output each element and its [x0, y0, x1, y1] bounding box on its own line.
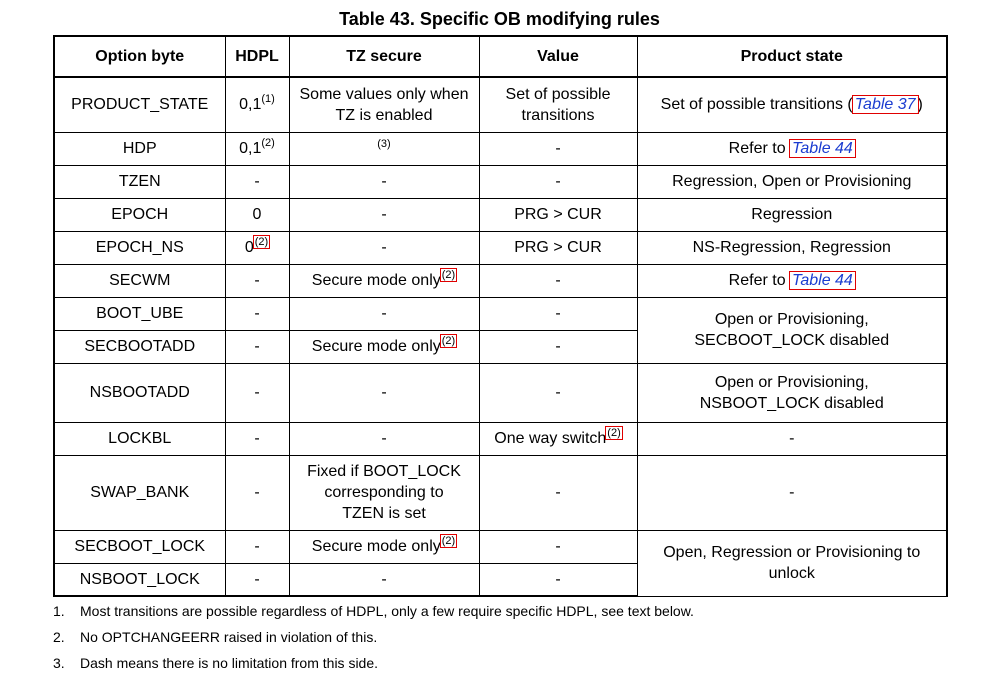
- cell-tz: -: [289, 297, 479, 330]
- cell-tz: -: [289, 363, 479, 422]
- cell-hdpl: -: [225, 563, 289, 596]
- cell-value: PRG > CUR: [479, 198, 637, 231]
- cell-hdpl: 0,1$^{(1)}$: [225, 77, 289, 132]
- footnote-ref[interactable]: (2): [441, 268, 456, 281]
- header-row: [54, 36, 947, 77]
- cell-option: SECBOOTADD: [54, 330, 225, 363]
- cell-state: Refer to Table 44: [637, 264, 947, 297]
- table-row: [54, 77, 947, 132]
- footnote-2: 2. No OPTCHANGEERR raised in violation of this.: [53, 629, 378, 645]
- cell-hdpl: 0: [225, 198, 289, 231]
- cell-hdpl: -: [225, 264, 289, 297]
- header-option-byte: Option byte: [54, 36, 225, 77]
- footnote-ref[interactable]: (2): [607, 426, 621, 439]
- table-row: [54, 297, 947, 330]
- cell-value: -: [479, 530, 637, 563]
- cell-tz: -: [289, 198, 479, 231]
- cell-hdpl: 0$^{(2)}$: [225, 231, 289, 264]
- table-row: [54, 264, 947, 297]
- table-row: [54, 455, 947, 530]
- cell-value: -: [479, 264, 637, 297]
- cell-hdpl: -: [225, 165, 289, 198]
- cell-hdpl: -: [225, 363, 289, 422]
- cell-state: Open or Provisioning, NSBOOT_LOCK disabled: [637, 363, 947, 422]
- cell-option: EPOCH_NS: [54, 231, 225, 264]
- cell-tz: -: [289, 563, 479, 596]
- table-row: [54, 165, 947, 198]
- table-row: [54, 198, 947, 231]
- cell-tz: -: [289, 231, 479, 264]
- cell-tz: [289, 132, 479, 165]
- cell-state: Regression, Open or Provisioning: [637, 165, 947, 198]
- cell-state: Set of possible transitions ( Table 37 ): [637, 77, 947, 132]
- cell-hdpl: 0,1$^{(2)}$: [225, 132, 289, 165]
- cell-state: -: [637, 455, 947, 530]
- cell-value: Set of possible transitions: [479, 77, 637, 132]
- cell-tz: Secure mode only$^{(2)}$: [289, 264, 479, 297]
- table-row: [54, 422, 947, 455]
- cell-tz: Some values only when TZ is enabled: [289, 77, 479, 132]
- cell-option: PRODUCT_STATE: [54, 77, 225, 132]
- table-row: [54, 231, 947, 264]
- footnote-ref[interactable]: (3): [377, 138, 391, 151]
- cell-value: -: [479, 330, 637, 363]
- ob-rules-table: [53, 35, 948, 597]
- cell-value: -: [479, 563, 637, 596]
- cell-option: SWAP_BANK: [54, 455, 225, 530]
- footnote-1: 1. Most transitions are possible regardless of HDPL, only a few require specific HDPL, see text below.: [53, 603, 694, 619]
- cell-value: -: [479, 363, 637, 422]
- cell-hdpl: -: [225, 330, 289, 363]
- cell-value: -: [479, 132, 637, 165]
- header-hdpl: HDPL: [225, 36, 289, 77]
- cell-option: NSBOOTADD: [54, 363, 225, 422]
- cell-tz: Fixed if BOOT_LOCK corresponding to TZEN is set: [289, 455, 479, 530]
- cell-tz: Secure mode only$^{(2)}$: [289, 330, 479, 363]
- table-44-link[interactable]: Table 44: [792, 140, 853, 157]
- table-row: [54, 132, 947, 165]
- table-37-link[interactable]: Table 37: [854, 96, 916, 114]
- cell-state: Open or Provisioning, SECBOOT_LOCK disabled: [637, 297, 947, 363]
- footnote-ref[interactable]: (2): [441, 334, 456, 347]
- cell-tz: -: [289, 422, 479, 455]
- header-product-state: Product state: [637, 36, 947, 77]
- header-tz-secure: TZ secure: [289, 36, 479, 77]
- cell-option: NSBOOT_LOCK: [54, 563, 225, 596]
- cell-tz: Secure mode only$^{(2)}$: [289, 530, 479, 563]
- header-value: Value: [479, 36, 637, 77]
- cell-hdpl: -: [225, 297, 289, 330]
- cell-state: Open, Regression or Provisioning to unlock: [637, 530, 947, 596]
- cell-value: -: [479, 165, 637, 198]
- cell-hdpl: -: [225, 455, 289, 530]
- cell-option: TZEN: [54, 165, 225, 198]
- cell-state: Refer to Table 44: [637, 132, 947, 165]
- table-row: [54, 530, 947, 563]
- footnote-ref[interactable]: (2): [254, 235, 269, 248]
- cell-value: -: [479, 455, 637, 530]
- table-row: [54, 363, 947, 422]
- cell-option: HDP: [54, 132, 225, 165]
- cell-hdpl: -: [225, 530, 289, 563]
- footnotes: [53, 598, 694, 676]
- cell-option: BOOT_UBE: [54, 297, 225, 330]
- cell-option: SECBOOT_LOCK: [54, 530, 225, 563]
- footnote-3: 3. Dash means there is no limitation from this side.: [53, 655, 379, 671]
- table-title: Table 43. Specific OB modifying rules: [339, 9, 660, 29]
- cell-option: SECWM: [54, 264, 225, 297]
- cell-value: One way switch$^{(2)}$: [479, 422, 637, 455]
- table-44-link[interactable]: Table 44: [792, 272, 853, 289]
- cell-state: -: [637, 422, 947, 455]
- cell-option: LOCKBL: [54, 422, 225, 455]
- footnote-ref[interactable]: (2): [441, 534, 456, 547]
- cell-option: EPOCH: [54, 198, 225, 231]
- footnote-ref[interactable]: (1): [261, 92, 275, 105]
- footnote-ref[interactable]: (2): [261, 136, 275, 149]
- cell-state: Regression: [637, 198, 947, 231]
- cell-state: NS-Regression, Regression: [637, 231, 947, 264]
- cell-tz: -: [289, 165, 479, 198]
- cell-hdpl: -: [225, 422, 289, 455]
- cell-value: PRG > CUR: [479, 231, 637, 264]
- cell-value: -: [479, 297, 637, 330]
